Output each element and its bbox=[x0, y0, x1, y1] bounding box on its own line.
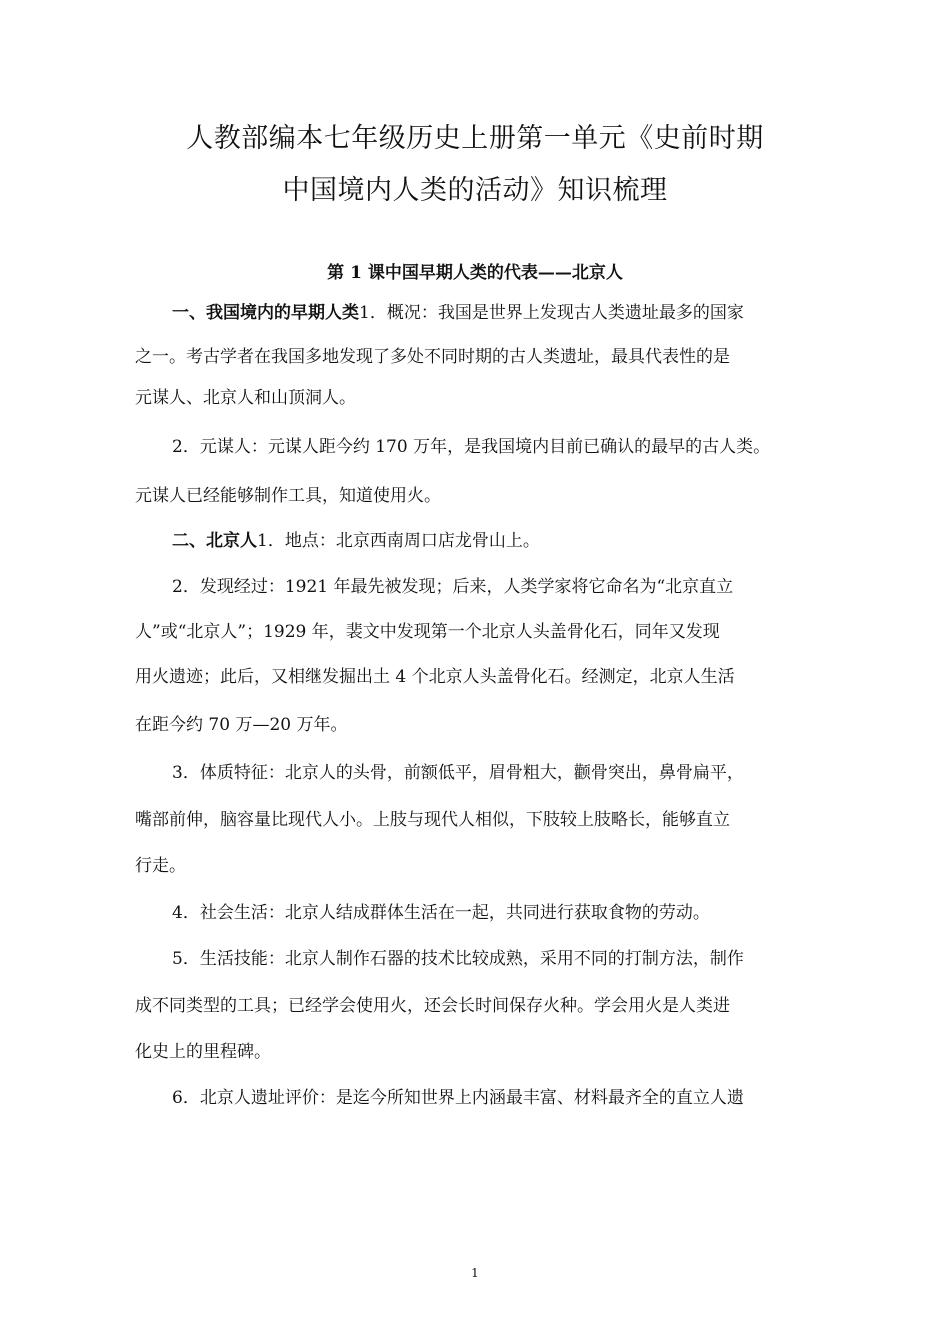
section1-heading: 一、我国境内的早期人类 bbox=[172, 303, 359, 323]
section2-p5-line3: 化史上的里程碑。 bbox=[135, 1042, 271, 1062]
section2-p2-line2: 人”或“北京人”；1929 年，裴文中发现第一个北京人头盖骨化石，同年又发现 bbox=[135, 622, 720, 642]
section2-p3-line2: 嘴部前伸，脑容量比现代人小。上肢与现代人相似，下肢较上肢略长，能够直立 bbox=[135, 810, 730, 830]
section2-p4: 4．社会生活：北京人结成群体生活在一起，共同进行获取食物的劳动。 bbox=[172, 903, 710, 923]
section1-p1-text: 1．概况：我国是世界上发现古人类遗址最多的国家 bbox=[359, 303, 744, 323]
section1-p2-line1: 2．元谋人：元谋人距今约 170 万年，是我国境内目前已确认的最早的古人类。 bbox=[172, 437, 771, 457]
section2-paragraph1 bbox=[172, 526, 540, 551]
section2-p3-line3: 行走。 bbox=[135, 856, 186, 876]
section1-p1-line3: 元谋人、北京人和山顶洞人。 bbox=[135, 388, 356, 408]
section2-p5-line1: 5．生活技能：北京人制作石器的技术比较成熟，采用不同的打制方法，制作 bbox=[172, 949, 744, 969]
page-number: 1 bbox=[471, 1266, 479, 1280]
section2-p2-line1: 2．发现经过：1921 年最先被发现；后来，人类学家将它命名为“北京直立 bbox=[172, 577, 734, 597]
document-title-line-1: 人教部编本七年级历史上册第一单元《史前时期 bbox=[186, 123, 764, 154]
section2-p1-text: 1．地点：北京西南周口店龙骨山上。 bbox=[257, 531, 540, 551]
document-title-line-2: 中国境内人类的活动》知识梳理 bbox=[282, 175, 668, 206]
section2-p6-line1: 6．北京人遗址评价：是迄今所知世界上内涵最丰富、材料最齐全的直立人遗 bbox=[172, 1088, 744, 1108]
section1-paragraph1-line1 bbox=[172, 298, 744, 323]
lesson-heading: 第 1 课中国早期人类的代表——北京人 bbox=[327, 263, 623, 283]
section1-p2-line2: 元谋人已经能够制作工具，知道使用火。 bbox=[135, 486, 441, 506]
section2-p2-line4: 在距今约 70 万—20 万年。 bbox=[135, 715, 348, 735]
section2-p3-line1: 3．体质特征：北京人的头骨，前额低平，眉骨粗大，颧骨突出，鼻骨扁平， bbox=[172, 763, 744, 783]
section1-p1-line2: 之一。考古学者在我国多地发现了多处不同时期的古人类遗址，最具代表性的是 bbox=[135, 347, 730, 367]
section2-p2-line3: 用火遗迹；此后，又相继发掘出土 4 个北京人头盖骨化石。经测定，北京人生活 bbox=[135, 667, 735, 687]
section2-heading: 二、北京人 bbox=[172, 531, 257, 551]
section2-p5-line2: 成不同类型的工具；已经学会使用火，还会长时间保存火种。学会用火是人类进 bbox=[135, 996, 730, 1016]
